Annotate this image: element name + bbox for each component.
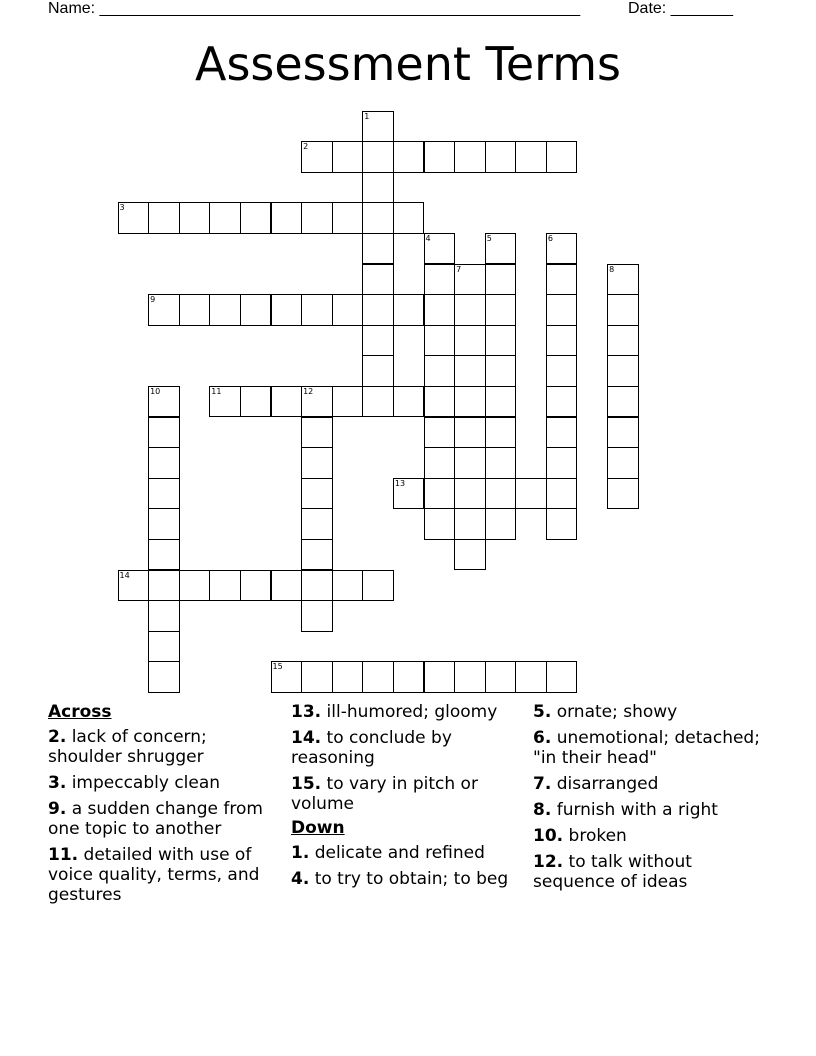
header-line [48,0,748,22]
date-field-label: Date: _______ [628,0,733,17]
grid-cell[interactable] [485,417,517,449]
clue-item-number: 12. [533,852,564,872]
grid-cell[interactable] [362,202,394,234]
clue-item-number: 15. [291,774,322,794]
grid-cell[interactable] [362,233,394,265]
grid-cell[interactable] [362,172,394,204]
clue-item [48,799,284,839]
grid-cell[interactable] [301,417,333,449]
grid-cell[interactable] [485,447,517,479]
clue-item [533,702,769,722]
grid-cell[interactable] [393,478,425,510]
clue-item-text: to try to obtain; to beg [314,869,509,889]
clue-item-number: 6. [533,728,552,748]
grid-cell[interactable] [301,141,333,173]
grid-cell[interactable] [485,325,517,357]
clue-item-number: 11. [48,845,79,865]
grid-cell[interactable] [332,570,364,602]
grid-cell[interactable] [362,661,394,693]
clue-item-text: broken [568,826,627,846]
grid-cell[interactable] [332,202,364,234]
grid-cell[interactable] [148,600,180,632]
clue-column-3 [533,702,769,898]
clue-item [533,852,769,892]
clue-number: 9 [150,295,156,305]
clue-number: 15 [272,662,283,672]
grid-cell[interactable] [301,539,333,571]
clue-item-number: 1. [291,843,310,863]
grid-cell[interactable] [301,202,333,234]
clue-number: 7 [456,264,462,274]
clue-item-text: impeccably clean [71,773,221,793]
clue-item-number: 7. [533,774,552,794]
clue-number: 8 [609,264,615,274]
grid-cell[interactable] [148,631,180,663]
grid-cell[interactable] [362,355,394,387]
grid-cell[interactable] [424,386,456,418]
grid-cell[interactable] [454,294,486,326]
grid-cell[interactable] [424,233,456,265]
grid-cell[interactable] [485,386,517,418]
grid-cell[interactable] [454,478,486,510]
clue-item [291,774,527,814]
grid-cell[interactable] [454,264,486,296]
across-heading: Across [48,702,112,722]
grid-cell[interactable] [546,661,578,693]
grid-cell[interactable] [362,325,394,357]
clue-number: 2 [303,142,309,152]
grid-cell[interactable] [148,202,180,234]
grid-cell[interactable] [301,600,333,632]
grid-cell[interactable] [148,417,180,449]
grid-cell[interactable] [546,294,578,326]
grid-cell[interactable] [485,355,517,387]
grid-cell[interactable] [332,386,364,418]
grid-cell[interactable] [424,141,456,173]
clue-column-2 [291,702,527,895]
clue-item-text: to talk without sequence of ideas [533,852,692,892]
clue-item-text: to conclude by reasoning [291,728,452,768]
grid-cell[interactable] [362,141,394,173]
grid-cell[interactable] [393,294,425,326]
page-title: Assessment Terms [194,37,622,91]
grid-cell[interactable] [424,355,456,387]
clue-item-text: to vary in pitch or volume [291,774,478,814]
grid-cell[interactable] [393,141,425,173]
clue-item-number: 5. [533,702,552,722]
grid-cell[interactable] [393,661,425,693]
grid-cell[interactable] [209,386,241,418]
grid-cell[interactable] [271,386,303,418]
grid-cell[interactable] [424,447,456,479]
grid-cell[interactable] [393,202,425,234]
clue-item-text: furnish with a right [556,800,718,820]
grid-cell[interactable] [454,539,486,571]
grid-cell[interactable] [607,355,639,387]
clue-item [533,826,769,846]
grid-cell[interactable] [546,478,578,510]
grid-cell[interactable] [362,570,394,602]
grid-cell[interactable] [607,294,639,326]
grid-cell[interactable] [301,478,333,510]
grid-cell[interactable] [546,355,578,387]
grid-cell[interactable] [546,508,578,540]
clue-number: 1 [364,111,370,121]
clue-number: 11 [211,386,222,396]
grid-cell[interactable] [546,325,578,357]
grid-cell[interactable] [424,294,456,326]
grid-cell[interactable] [424,508,456,540]
grid-cell[interactable] [546,386,578,418]
grid-cell[interactable] [362,111,394,143]
clue-number: 6 [547,233,553,243]
grid-cell[interactable] [515,141,547,173]
grid-cell[interactable] [454,447,486,479]
grid-cell[interactable] [148,478,180,510]
grid-cell[interactable] [148,294,180,326]
down-heading: Down [291,818,345,838]
grid-cell[interactable] [454,417,486,449]
grid-cell[interactable] [607,447,639,479]
grid-cell[interactable] [209,294,241,326]
clue-item-text: a sudden change from one topic to another [48,799,263,839]
grid-cell[interactable] [301,661,333,693]
grid-cell[interactable] [301,447,333,479]
grid-cell[interactable] [148,570,180,602]
grid-cell[interactable] [362,294,394,326]
grid-cell[interactable] [118,202,150,234]
name-field-label: Name: ______________________________________________________ [48,0,581,17]
grid-cell[interactable] [240,294,272,326]
clue-item-number: 8. [533,800,552,820]
grid-cell[interactable] [424,661,456,693]
grid-cell[interactable] [424,478,456,510]
grid-cell[interactable] [179,570,211,602]
grid-cell[interactable] [607,386,639,418]
grid-cell[interactable] [485,661,517,693]
grid-cell[interactable] [332,294,364,326]
grid-cell[interactable] [454,141,486,173]
grid-cell[interactable] [424,325,456,357]
clue-number: 4 [425,233,431,243]
grid-cell[interactable] [332,661,364,693]
clue-item-number: 2. [48,727,67,747]
clue-item-text: unemotional; detached; "in their head" [533,728,760,768]
grid-cell[interactable] [332,141,364,173]
grid-cell[interactable] [546,233,578,265]
grid-cell[interactable] [546,417,578,449]
clue-item-number: 4. [291,869,310,889]
clue-item-text: detailed with use of voice quality, terms, and gestures [48,845,260,905]
grid-cell[interactable] [271,294,303,326]
clue-item-text: delicate and refined [314,843,485,863]
grid-cell[interactable] [271,570,303,602]
grid-cell[interactable] [454,508,486,540]
grid-cell[interactable] [362,386,394,418]
grid-cell[interactable] [546,264,578,296]
grid-cell[interactable] [424,264,456,296]
grid-cell[interactable] [240,386,272,418]
grid-cell[interactable] [485,233,517,265]
grid-cell[interactable] [240,570,272,602]
grid-cell[interactable] [393,386,425,418]
clue-item [533,800,769,820]
clue-item [291,869,527,889]
clue-item [291,728,527,768]
grid-cell[interactable] [485,141,517,173]
grid-cell[interactable] [209,570,241,602]
grid-cell[interactable] [424,417,456,449]
clue-item-number: 9. [48,799,67,819]
grid-cell[interactable] [485,508,517,540]
clue-item-text: lack of concern; shoulder shrugger [48,727,207,767]
grid-cell[interactable] [546,447,578,479]
grid-cell[interactable] [179,202,211,234]
grid-cell[interactable] [301,386,333,418]
grid-cell[interactable] [148,508,180,540]
grid-cell[interactable] [515,661,547,693]
grid-cell[interactable] [148,539,180,571]
grid-cell[interactable] [546,141,578,173]
grid-cell[interactable] [362,264,394,296]
grid-cell[interactable] [301,508,333,540]
grid-cell[interactable] [607,417,639,449]
clue-item-text: ill-humored; gloomy [326,702,498,722]
grid-cell[interactable] [454,661,486,693]
grid-cell[interactable] [485,264,517,296]
clue-number: 3 [119,203,125,213]
clue-number: 14 [119,570,130,580]
clue-item [48,773,284,793]
clue-item [291,843,527,863]
grid-cell[interactable] [485,294,517,326]
grid-cell[interactable] [240,202,272,234]
clue-item-number: 3. [48,773,67,793]
grid-cell[interactable] [454,325,486,357]
grid-cell[interactable] [301,294,333,326]
grid-cell[interactable] [607,325,639,357]
clue-number: 13 [394,478,406,488]
clue-item [48,845,284,905]
clue-item-number: 10. [533,826,564,846]
clue-item-number: 13. [291,702,322,722]
grid-cell[interactable] [454,355,486,387]
clue-item-text: disarranged [556,774,659,794]
clue-number: 5 [486,233,492,243]
grid-cell[interactable] [148,661,180,693]
grid-cell[interactable] [209,202,241,234]
clue-number: 10 [150,386,161,396]
grid-cell[interactable] [271,661,303,693]
grid-cell[interactable] [454,386,486,418]
grid-cell[interactable] [118,570,150,602]
grid-cell[interactable] [271,202,303,234]
grid-cell[interactable] [515,478,547,510]
grid-cell[interactable] [607,264,639,296]
grid-cell[interactable] [179,294,211,326]
clue-item-number: 14. [291,728,322,748]
clue-item-text: ornate; showy [556,702,678,722]
clue-number: 12 [303,386,314,396]
grid-cell[interactable] [485,478,517,510]
clue-item [48,727,284,767]
grid-cell[interactable] [148,386,180,418]
clue-item [533,728,769,768]
clue-column-1 [48,702,284,911]
clue-item [291,702,527,722]
grid-cell[interactable] [301,570,333,602]
grid-cell[interactable] [148,447,180,479]
clue-item [533,774,769,794]
grid-cell[interactable] [607,478,639,510]
